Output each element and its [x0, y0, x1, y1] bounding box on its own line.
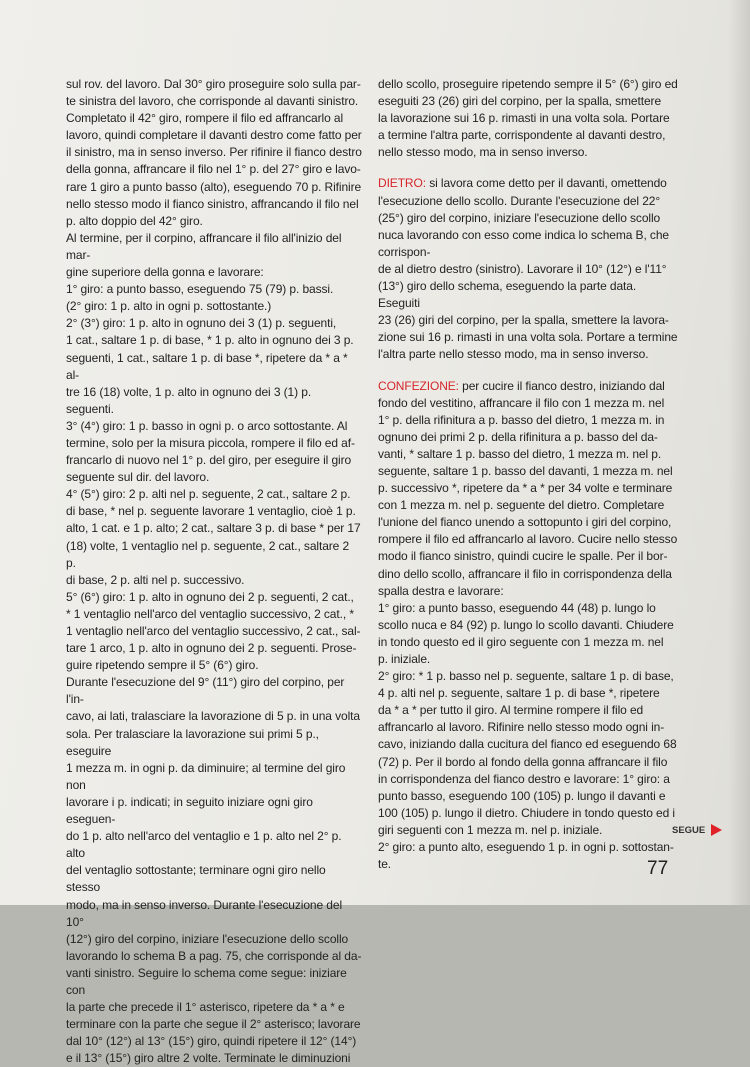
- text-line: affrancarlo al lavoro. Rifinire nello stesso modo ogni in-: [378, 720, 665, 735]
- text-line: di base, * nel p. seguente lavorare 1 ventaglio, cioè 1 p.: [66, 504, 356, 519]
- text-line: lavorando lo schema B a pag. 75, che corrisponde al da-: [66, 948, 362, 963]
- text-line: 1° giro: a punto basso, eseguendo 44 (48) p. lungo lo: [378, 600, 656, 615]
- text-line: terminare con la parte che segue il 2° asterisco; lavorare: [66, 1017, 361, 1032]
- text-line: 1° p. della rifinitura a p. basso del dietro, 1 mezza m. in: [378, 412, 665, 427]
- right-column: [378, 76, 678, 873]
- text-line: seguente, saltare 1 p. basso del davanti, 1 mezza m. nel: [378, 463, 673, 478]
- text-line: 4° (5°) giro: 2 p. alti nel p. seguente, 2 cat., saltare 2 p.: [66, 487, 351, 502]
- text-line: 1 mezza m. in ogni p. da diminuire; al termine del giro non: [66, 760, 346, 792]
- text-line: rompere il filo ed affrancarlo al lavoro. Cucire nello stesso: [378, 532, 678, 547]
- text-line: zione sui 16 p. rimasti in una volta sola. Portare a termine: [378, 330, 678, 345]
- intro-paragraph: [378, 76, 678, 161]
- text-line: da * a * per tutto il giro. Al termine rompere il filo ed: [378, 703, 644, 718]
- text-line: cavo, ai lati, tralasciare la lavorazione di 5 p. in una volta: [66, 709, 360, 724]
- text-line: lavoro, quindi completare il davanti destro come fatto per: [66, 128, 362, 143]
- text-line: sola. Per tralasciare la lavorazione sui primi 5 p., eseguire: [66, 726, 319, 758]
- text-line: Durante l'esecuzione del 9° (11°) giro del corpino, per l'in-: [66, 675, 345, 707]
- text-line: nuca lavorando con esso come indica lo schema B, che corrispon-: [378, 227, 669, 259]
- text-line: p. successivo *, ripetere da * a * per 34 volte e terminare: [378, 481, 673, 496]
- text-line: sul rov. del lavoro. Dal 30° giro proseguire solo sulla par-: [66, 77, 361, 91]
- confezione-section: [378, 378, 678, 874]
- text-line: nello stesso modo, ma in senso inverso.: [378, 145, 588, 160]
- text-line: (13°) giro dello schema, eseguendo la parte data. Eseguiti: [378, 279, 637, 311]
- text-line: guire ripetendo sempre il 5° (6°) giro.: [66, 658, 259, 673]
- heading-continuation: per cucire il fianco destro, iniziando dal: [458, 378, 665, 393]
- text-line: eseguiti 23 (26) giri del corpino, per la spalla, smettere: [378, 94, 662, 109]
- text-line: modo, ma in senso inverso. Durante l'esecuzione del 10°: [66, 897, 343, 929]
- section-heading: CONFEZIONE:: [378, 378, 459, 393]
- text-line: dal 10° (12°) al 13° (15°) giro, quindi ripetere il 12° (14°): [66, 1034, 357, 1049]
- text-line: con 1 mezza m. nel p. seguente del dietro. Completare: [378, 498, 665, 513]
- text-line: punto basso, eseguendo 100 (105) p. lungo il davanti e: [378, 788, 666, 803]
- text-line: in corrispondenza del fianco destro e lavorare: 1° giro: a: [378, 771, 670, 786]
- text-line: gine superiore della gonna e lavorare:: [66, 265, 264, 280]
- text-line: 2° (3°) giro: 1 p. alto in ognuno dei 3 (1) p. seguenti,: [66, 316, 337, 331]
- segue-label: SEGUE: [672, 824, 706, 836]
- text-line: dello scollo, proseguire ripetendo sempre il 5° (6°) giro ed: [378, 77, 678, 91]
- text-line: vanti sinistro. Seguire lo schema come segue: iniziare con: [66, 965, 347, 997]
- text-line: a termine l'altra parte, corrispondente al davanti destro,: [378, 128, 666, 143]
- text-line: la parte che precede il 1° asterisco, ripetere da * a * e: [66, 1000, 345, 1015]
- text-line: nello stesso modo il fianco sinistro, affrancando il filo nel: [66, 196, 359, 211]
- text-line: do 1 p. alto nell'arco del ventaglio e 1 p. alto nel 2° p. alto: [66, 829, 342, 861]
- text-line: fondo del vestitino, affrancare il filo con 1 mezza m. nel: [378, 395, 665, 410]
- left-column: [66, 76, 362, 1067]
- text-line: cavo, iniziando dalla cucitura del fianco ed eseguendo 68: [378, 737, 677, 752]
- text-line: della gonna, affrancare il filo nel 1° p. del 27° giro e lavo-: [66, 162, 361, 177]
- text-line: (2° giro: 1 p. alto in ogni p. sottostante.): [66, 299, 272, 314]
- text-line: 5° (6°) giro: 1 p. alto in ognuno dei 2 p. seguenti, 2 cat.,: [66, 589, 354, 604]
- text-line: (72) p. Per il bordo al fondo della gonna affrancare il filo: [378, 754, 668, 769]
- text-line: te.: [378, 857, 392, 872]
- text-line: 4 p. alti nel p. seguente, saltare 1 p. di base *, ripetere: [378, 686, 660, 701]
- text-line: lavorare i p. indicati; in seguito iniziare ogni giro eseguen-: [66, 794, 313, 827]
- text-line: tre 16 (18) volte, 1 p. alto in ognuno dei 3 (1) p. seguenti.: [66, 384, 312, 416]
- text-line: * 1 ventaglio nell'arco del ventaglio successivo, 2 cat., *: [66, 606, 354, 621]
- text-line: dino dello scollo, affrancare il filo in corrispondenza della: [378, 566, 672, 581]
- text-line: 23 (26) giri del corpino, per la spalla, smettere la lavora-: [378, 313, 669, 328]
- text-line: spalla destra e lavorare:: [378, 583, 504, 598]
- text-line: il sinistro, ma in senso inverso. Per rifinire il fianco destro: [66, 145, 362, 160]
- text-line: tare 1 arco, 1 p. alto in ognuno dei 2 p. seguenti. Prose-: [66, 641, 357, 656]
- text-line: Completato il 42° giro, rompere il filo ed affrancarlo al: [66, 111, 344, 126]
- text-line: l'altra parte nello stesso modo, ma in senso inverso.: [378, 347, 649, 362]
- text-line: l'unione del fianco unendo a sottopunto i giri del corpino,: [378, 515, 672, 530]
- text-line: vanti, * saltare 1 p. basso del dietro, 1 mezza m. nel p.: [378, 446, 662, 461]
- text-line: seguenti, 1 cat., saltare 1 p. di base *, ripetere da * a * al-: [66, 350, 348, 382]
- text-line: alto, 1 cat. e 1 p. alto; 2 cat., saltare 3 p. di base * per 17: [66, 521, 361, 536]
- text-line: Al termine, per il corpino, affrancare il filo all'inizio del mar-: [66, 230, 342, 262]
- text-line: 100 (105) p. lungo il dietro. Chiudere in tondo questo ed i: [378, 805, 675, 820]
- page-curl-shadow: [728, 0, 750, 905]
- text-line: 2° giro: * 1 p. basso nel p. seguente, saltare 1 p. di base,: [378, 669, 674, 684]
- next-arrow-icon: [711, 824, 722, 836]
- heading-continuation: si lavora come detto per il davanti, omettendo: [425, 176, 667, 191]
- text-line: 3° (4°) giro: 1 p. basso in ogni p. o arco sottostante. Al: [66, 418, 348, 433]
- page-number: 77: [647, 858, 669, 879]
- continue-indicator: [672, 824, 722, 836]
- text-line: (12°) giro del corpino, iniziare l'esecuzione dello scollo: [66, 931, 349, 946]
- text-line: 1 cat., saltare 1 p. di base, * 1 p. alto in ognuno dei 3 p.: [66, 333, 354, 348]
- text-line: ognuno dei primi 2 p. della rifinitura a p. basso del da-: [378, 429, 658, 444]
- text-line: termine, solo per la misura piccola, rompere il filo ed af-: [66, 435, 355, 450]
- text-line: rare 1 giro a punto basso (alto), eseguendo 70 p. Rifinire: [66, 179, 362, 194]
- text-line: seguente sul dir. del lavoro.: [66, 470, 210, 485]
- text-line: p. iniziale.: [378, 652, 431, 666]
- text-line: 1° giro: a punto basso, eseguendo 75 (79) p. bassi.: [66, 282, 334, 297]
- text-line: in tondo questo ed il giro seguente con 1 mezza m. nel: [378, 634, 664, 649]
- dietro-section: [378, 175, 678, 363]
- text-line: francarlo di nuovo nel 1° p. del giro, per eseguire il giro: [66, 453, 352, 468]
- text-line: p. alto doppio del 42° giro.: [66, 213, 203, 228]
- text-line: di base, 2 p. alti nel p. successivo.: [66, 572, 245, 587]
- section-heading: DIETRO:: [378, 176, 426, 191]
- text-line: del ventaglio sottostante; terminare ogni giro nello stesso: [66, 863, 326, 895]
- text-line: [378, 378, 678, 395]
- text-line: te sinistra del lavoro, che corrisponde al davanti sinistro.: [66, 94, 359, 109]
- text-line: (25°) giro del corpino, iniziare l'esecuzione dello scollo: [378, 210, 661, 225]
- text-line: la lavorazione sui 16 p. rimasti in una volta sola. Portare: [378, 111, 670, 126]
- text-line: 1 ventaglio nell'arco del ventaglio successivo, 2 cat., sal-: [66, 624, 361, 638]
- text-line: e il 13° (15°) giro altre 2 volte. Terminate le diminuzioni: [66, 1051, 351, 1066]
- text-line: 2° giro: a punto alto, eseguendo 1 p. in ogni p. sottostan-: [378, 840, 674, 855]
- text-line: l'esecuzione dello scollo. Durante l'esecuzione del 22°: [378, 193, 661, 208]
- text-line: giri seguenti con 1 mezza m. nel p. iniziale.: [378, 822, 603, 837]
- text-line: modo il fianco sinistro, quindi cucire le spalle. Per il bor-: [378, 549, 668, 564]
- text-line: [378, 175, 678, 192]
- text-line: de al dietro destro (sinistro). Lavorare il 10° (12°) e l'11°: [378, 261, 667, 276]
- text-line: scollo nuca e 84 (92) p. lungo lo scollo davanti. Chiudere: [378, 617, 674, 632]
- text-line: (18) volte, 1 ventaglio nel p. seguente, 2 cat., saltare 2 p.: [66, 538, 350, 570]
